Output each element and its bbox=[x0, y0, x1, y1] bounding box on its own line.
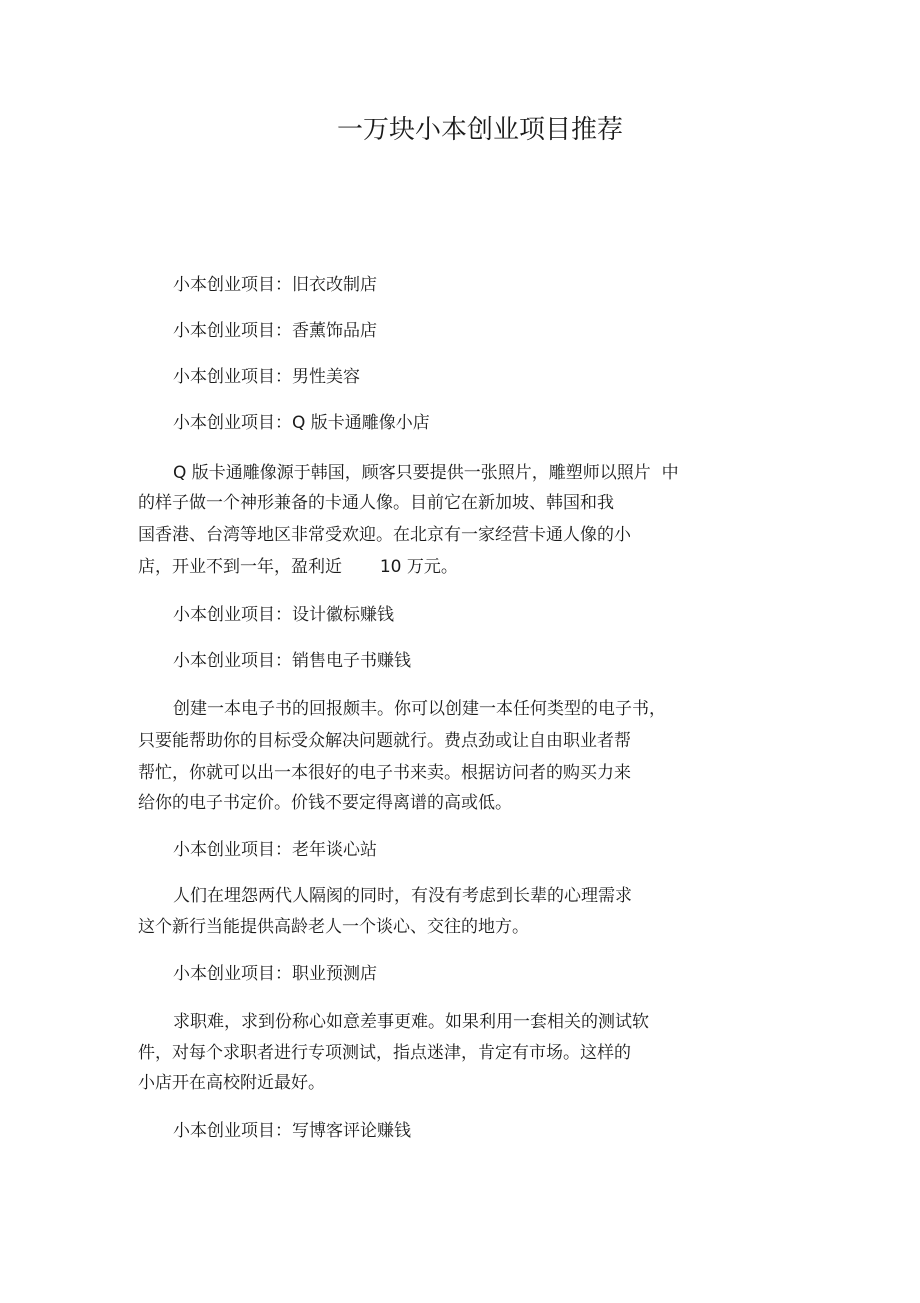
paragraph-line: 件，对每个求职者进行专项测试，指点迷津，肯定有市场。这样的 bbox=[138, 1043, 631, 1063]
paragraph-line: 的样子做一个神形兼备的卡通人像。目前它在新加坡、韩国和我 bbox=[138, 493, 614, 513]
project-item-male-beauty: 小本创业项目：男性美容 bbox=[173, 367, 360, 387]
paragraph-line: 店，开业不到一年，盈利近 10 万元。 bbox=[138, 557, 458, 577]
project-item-old-clothes: 小本创业项目：旧衣改制店 bbox=[173, 275, 377, 295]
project-item-elderly: 小本创业项目：老年谈心站 bbox=[173, 840, 377, 860]
project-item-ebook: 小本创业项目：销售电子书赚钱 bbox=[173, 651, 411, 671]
project-item-logo-design: 小本创业项目：设计徽标赚钱 bbox=[173, 605, 394, 625]
project-item-aroma: 小本创业项目：香薰饰品店 bbox=[173, 321, 377, 341]
paragraph-line: 小店开在高校附近最好。 bbox=[138, 1073, 325, 1093]
paragraph-line: 国香港、台湾等地区非常受欢迎。在北京有一家经营卡通人像的小 bbox=[138, 525, 631, 545]
paragraph-line: 这个新行当能提供高龄老人一个谈心、交往的地方。 bbox=[138, 917, 529, 937]
project-item-career: 小本创业项目：职业预测店 bbox=[173, 964, 377, 984]
paragraph-line: 创建一本电子书的回报颇丰。你可以创建一本任何类型的电子书， bbox=[173, 699, 666, 719]
paragraph-line: Q 版卡通雕像源于韩国，顾客只要提供一张照片，雕塑师以照片 中 bbox=[173, 463, 679, 483]
paragraph-line: 人们在埋怨两代人隔阂的同时，有没有考虑到长辈的心理需求 bbox=[173, 886, 632, 906]
project-item-q-cartoon: 小本创业项目：Q 版卡通雕像小店 bbox=[173, 413, 430, 433]
document-title: 一万块小本创业项目推荐 bbox=[336, 115, 623, 145]
paragraph-line: 只要能帮助你的目标受众解决问题就行。费点劲或让自由职业者帮 bbox=[138, 731, 631, 751]
paragraph-line: 帮忙，你就可以出一本很好的电子书来卖。根据访问者的购买力来 bbox=[138, 763, 631, 783]
paragraph-line: 给你的电子书定价。价钱不要定得离谱的高或低。 bbox=[138, 793, 512, 813]
project-item-blog-comments: 小本创业项目：写博客评论赚钱 bbox=[173, 1121, 411, 1141]
paragraph-line: 求职难，求到份称心如意差事更难。如果利用一套相关的测试软 bbox=[173, 1012, 649, 1032]
